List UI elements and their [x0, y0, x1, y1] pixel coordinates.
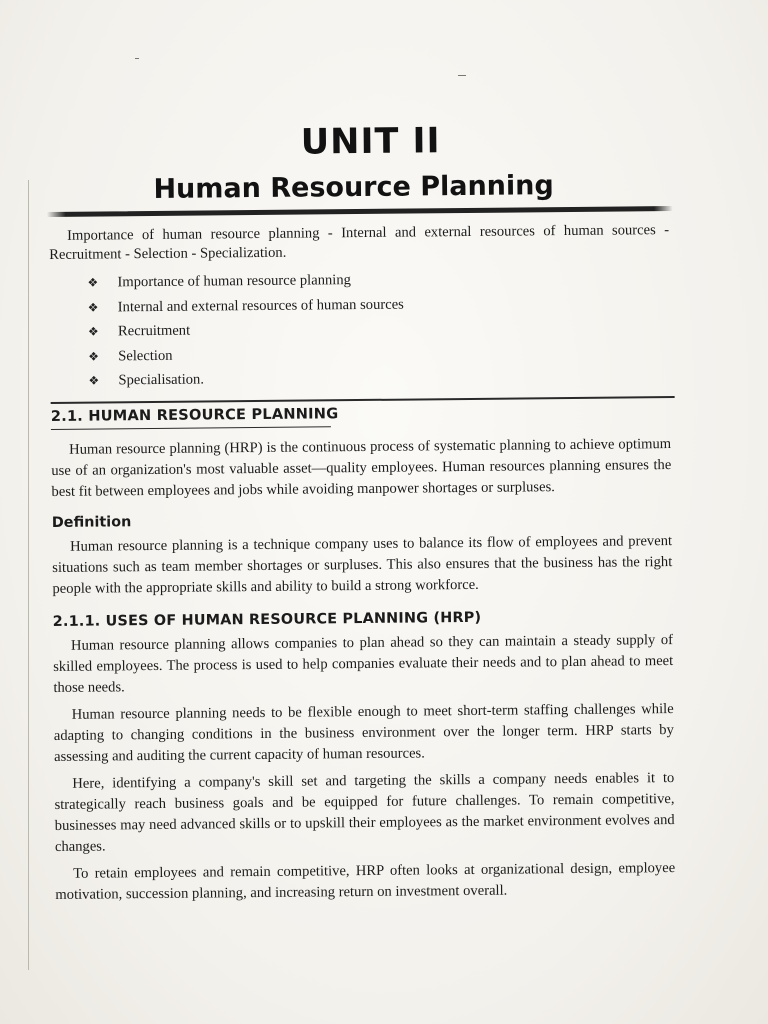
chapter-title: Human Resource Planning [153, 170, 554, 205]
topic-list-item [88, 363, 670, 393]
topic-list [49, 265, 670, 393]
page-edge-line [28, 180, 29, 970]
four-diamond-bullet-icon: ❖ [87, 324, 99, 339]
four-diamond-bullet-icon: ❖ [87, 275, 99, 290]
four-diamond-bullet-icon: ❖ [88, 373, 100, 388]
topic-list-item-text: Selection [118, 347, 173, 364]
subsection-paragraph: To retain employees and remain competitive, HRP often looks at organizational design, employee motivation, succession planning, and increasing return on investment overall. [55, 860, 676, 903]
section-heading-underline [51, 426, 331, 430]
unit-title: UNIT II [300, 121, 441, 163]
topic-list-item-text: Specialisation. [118, 371, 205, 389]
section-paragraph: Human resource planning (HRP) is the continuous process of systematic planning to achieve optimum use of an organization's most valuable asset—quality employees. Human resources planning ensures the best fit between employees and jobs while avoiding manpower shortages or surpluses. [51, 436, 672, 500]
subsection-heading: 2.1.1. USES OF HUMAN RESOURCE PLANNING (HRP) [52, 609, 482, 630]
four-diamond-bullet-icon: ❖ [87, 300, 99, 315]
topic-list-item-text: Importance of human resource planning [117, 272, 352, 291]
definition-paragraph: Human resource planning is a technique company uses to balance its flow of employees and prevent situations such as team member shortages or surpluses. This also ensures that the business has the right people with the appropriate skills and ability to build a strong workforce. [52, 533, 673, 597]
topic-list-item-text: Internal and external resources of human sources [117, 296, 404, 315]
scan-speck [458, 75, 466, 76]
topic-list-item-text: Recruitment [117, 322, 191, 340]
subsection-paragraph: Here, identifying a company's skill set and targeting the skills a company needs enables it to strategically reach business goals and be equipped for future challenges. To remain competitive, businesses may need advanced skills or to upskill their employees as the market environment evolves and changes. [54, 770, 675, 855]
four-diamond-bullet-icon: ❖ [88, 349, 100, 364]
page-content [48, 119, 675, 906]
unit-overview: Importance of human resource planning - Internal and external resources of human sources - Recruitment - Selection - Specialization. [49, 222, 670, 263]
subsection-paragraph: Human resource planning allows companies to plan ahead so they can maintain a steady supply of skilled employees. The process is used to help companies evaluate their needs and to plan ahead to meet those needs. [53, 632, 674, 696]
section-heading: 2.1. HUMAN RESOURCE PLANNING [50, 404, 339, 425]
subsection-paragraph: Human resource planning needs to be flexible enough to meet short-term staffing challenges while adapting to changing conditions in the business environment over the longer term. HRP starts by assessing and auditing the current capacity of human resources. [53, 701, 674, 765]
scan-speck [135, 58, 139, 59]
definition-heading: Definition [51, 514, 132, 531]
title-underline [47, 206, 673, 217]
